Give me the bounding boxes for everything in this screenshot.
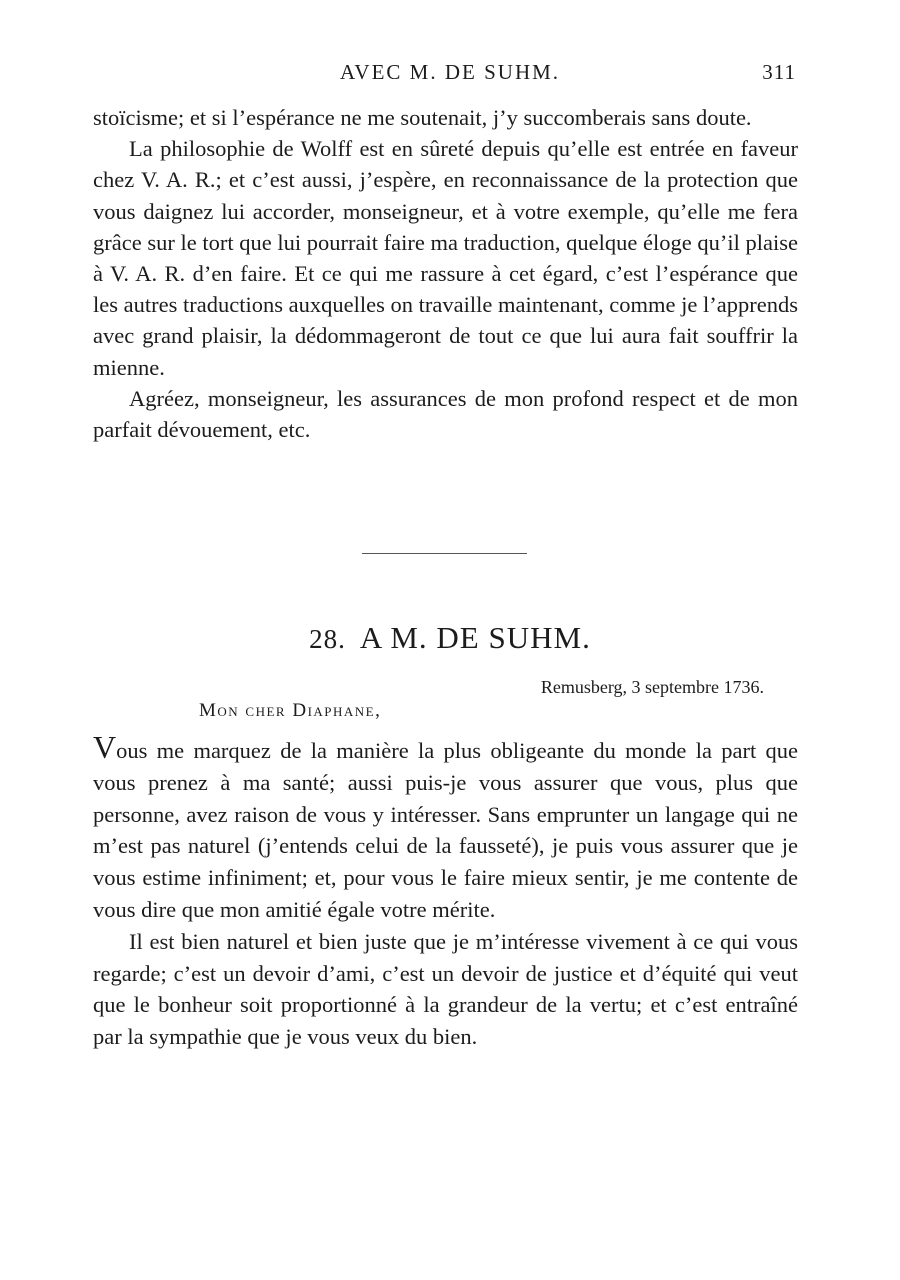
dateline: Remusberg, 3 septembre 1736. <box>540 677 764 697</box>
letter-heading <box>0 620 900 656</box>
paragraph: stoïcisme; et si l’espérance ne me soutenait, j’y succomberais sans doute. <box>93 105 752 130</box>
page-number: 311 <box>762 60 796 84</box>
section-divider <box>362 553 527 554</box>
paragraph: La philosophie de Wolff est en sûreté depuis qu’elle est entrée en faveur chez V. A. R.; et c’est aussi, j’espère, en reconnaissance de la protection que vous daignez lui accorder, monseigneur, et à votre exemple, qu’elle me fera grâce sur le tort que lui pourrait faire ma traduction, quelque éloge qu’il plaise à V. A. R. d’en faire. Et ce qui me rassure à cet égard, c’est l’espérance que les autres traductions auxquelles on travaille maintenant, comme je l’apprends avec grand plaisir, la dédommageront de tout ce que lui aura fait souffrir la mienne. <box>93 136 798 380</box>
running-title: AVEC M. DE SUHM. <box>339 60 561 84</box>
initial-letter: V <box>93 729 117 765</box>
running-head <box>0 60 900 90</box>
salutation: Mon cher Diaphane, <box>199 700 382 721</box>
letter-title: A M. DE SUHM. <box>359 620 591 655</box>
paragraph: Agréez, monseigneur, les assurances de mon profond respect et de mon parfait dévouement, etc. <box>93 385 798 443</box>
letter-text <box>93 729 798 1053</box>
previous-letter-text <box>93 102 798 445</box>
letter-number: 28. <box>309 624 346 654</box>
paragraph <box>93 729 798 926</box>
paragraph-text: ous me marquez de la manière la plus obligeante du monde la part que vous prenez à ma santé; aussi puis-je vous assurer que vous, plus que personne, avez raison de vous y intéresser. Sans emprunter un langage qui ne m’est pas naturel (j’entends celui de la fausseté), je puis vous assurer que je vous estime infiniment; et, pour vous le faire mieux sentir, je me contente de vous dire que mon amitié égale votre mérite. <box>93 738 798 922</box>
paragraph: Il est bien naturel et bien juste que je m’intéresse vivement à ce qui vous regarde; c’est un devoir d’ami, c’est un devoir de justice et d’équité qui veut que le bonheur soit proportionné à la grandeur de la vertu; et c’est entraîné par la sympathie que je vous veux du bien. <box>93 928 798 1050</box>
